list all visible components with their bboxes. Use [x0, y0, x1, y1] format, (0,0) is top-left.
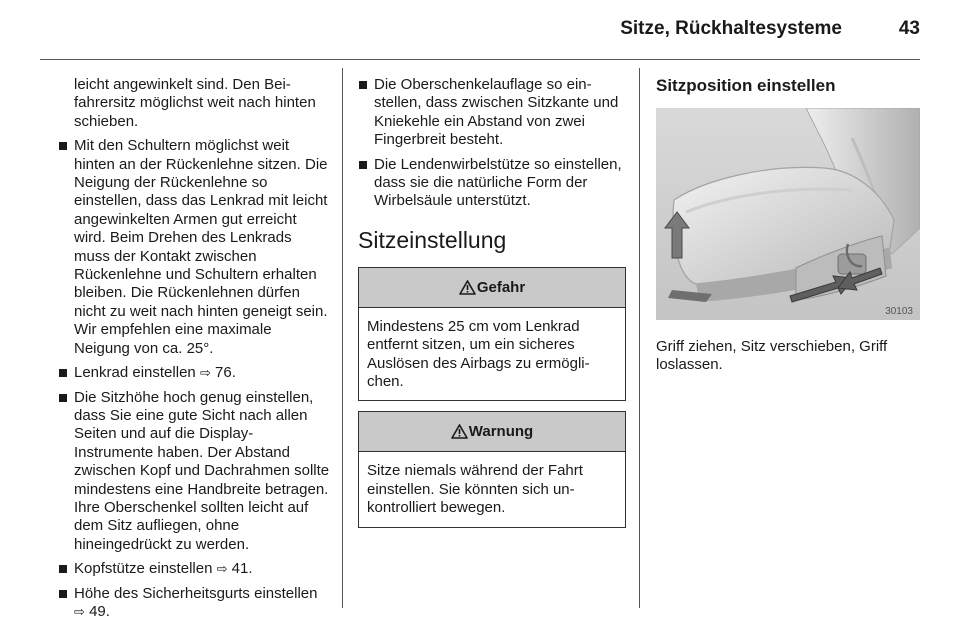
- column-divider: [639, 68, 640, 608]
- list-item-text: Lenkrad einstellen: [74, 364, 196, 382]
- column-divider: [342, 68, 343, 608]
- figure-number: 30103: [885, 306, 913, 317]
- page-number: 43: [898, 18, 920, 39]
- column-1: [58, 76, 330, 627]
- sub-heading: Sitzposition einstellen: [656, 76, 836, 95]
- list-item-text: Die Lendenwirbelstütze so einstellen, dass sie die natürliche Form der Wirbelsäule unterstützt.: [374, 155, 622, 210]
- warning-box-title: Warnung: [468, 423, 534, 441]
- section-heading: Sitzeinstellung: [358, 226, 507, 253]
- page-reference-arrow-icon: ⇨: [199, 365, 211, 381]
- list-item-text: Mit den Schultern möglichst weit hinten an der Rückenlehne sitzen. Die Neigung der Rückenlehne so einstellen, dass das Lenkrad mit leicht angewinkelten Armen gut erreicht wird. Beim Drehen des Lenkrads muss der Kontakt zwischen Rückenlehne und Schultern erhalten bleiben. Die Rückenlehnen dürfen nicht zu weit nach hinten geneigt sein. Wir empfehlen eine maximale Neigung von ca. 25°.: [74, 137, 328, 357]
- danger-box-body: Mindestens 25 cm vom Lenkrad entfernt sitzen, um ein sicheres Auslösen des Airbags zu ermöglichen.: [367, 317, 590, 391]
- warning-box: [358, 411, 626, 527]
- page-reference[interactable]: 41.: [231, 560, 253, 578]
- page-reference[interactable]: 49.: [89, 602, 110, 620]
- list-item-text: Höhe des Sicherheitsgurts einstellen: [74, 584, 318, 602]
- bullet-list: [358, 76, 626, 211]
- list-item: [358, 76, 626, 150]
- danger-box-title: Gefahr: [476, 278, 526, 296]
- warning-box-body: Sitze niemals während der Fahrt einstellen. Sie könnten sich unkontrolliert bewegen.: [367, 462, 583, 517]
- page-reference-arrow-icon: ⇨: [216, 561, 228, 577]
- bullet-list: [58, 137, 330, 621]
- danger-box: [358, 267, 626, 402]
- header-rule: [40, 59, 920, 60]
- list-item-text: Die Oberschenkelauflage so einstellen, dass zwischen Sitzkante und Kniekehle ein Abstand von zwei Fingerbreit besteht.: [374, 76, 619, 149]
- continuation-paragraph: leicht angewinkelt sind. Den Beifahrersitz möglichst weit nach hinten schieben.: [74, 76, 316, 130]
- list-item-text: Die Sitzhöhe hoch genug einstellen, dass Sie eine gute Sicht nach allen Seiten und auf die Display-Instrumente haben. Der Abstand zwischen Kopf und Dachrahmen sollte mindestens eine Handbreite betragen. Ihre Oberschenkel sollten leicht auf dem Sitz aufliegen, ohne hineingedrückt zu werden.: [74, 388, 330, 553]
- page-reference-arrow-icon: ⇨: [74, 603, 85, 619]
- warning-triangle-icon: [451, 424, 468, 439]
- list-item: [58, 389, 330, 555]
- list-item: [58, 137, 330, 358]
- danger-box-header: [359, 268, 625, 308]
- seat-adjustment-figure: [656, 108, 920, 320]
- list-item: [58, 560, 330, 578]
- page-header-title: Sitze, Rückhaltesysteme: [620, 18, 842, 39]
- warning-box-header: [359, 412, 625, 452]
- warning-triangle-icon: [459, 280, 476, 295]
- list-item: [58, 364, 330, 382]
- page-reference[interactable]: 76.: [215, 364, 236, 382]
- column-2: [358, 76, 626, 538]
- list-item-text: Kopfstütze einstellen: [74, 560, 213, 578]
- seat-illustration: [656, 108, 920, 320]
- figure-caption: Griff ziehen, Sitz verschieben, Griff loslassen.: [656, 338, 888, 374]
- list-item: [58, 585, 330, 622]
- column-3: [656, 76, 922, 375]
- list-item: [358, 156, 626, 211]
